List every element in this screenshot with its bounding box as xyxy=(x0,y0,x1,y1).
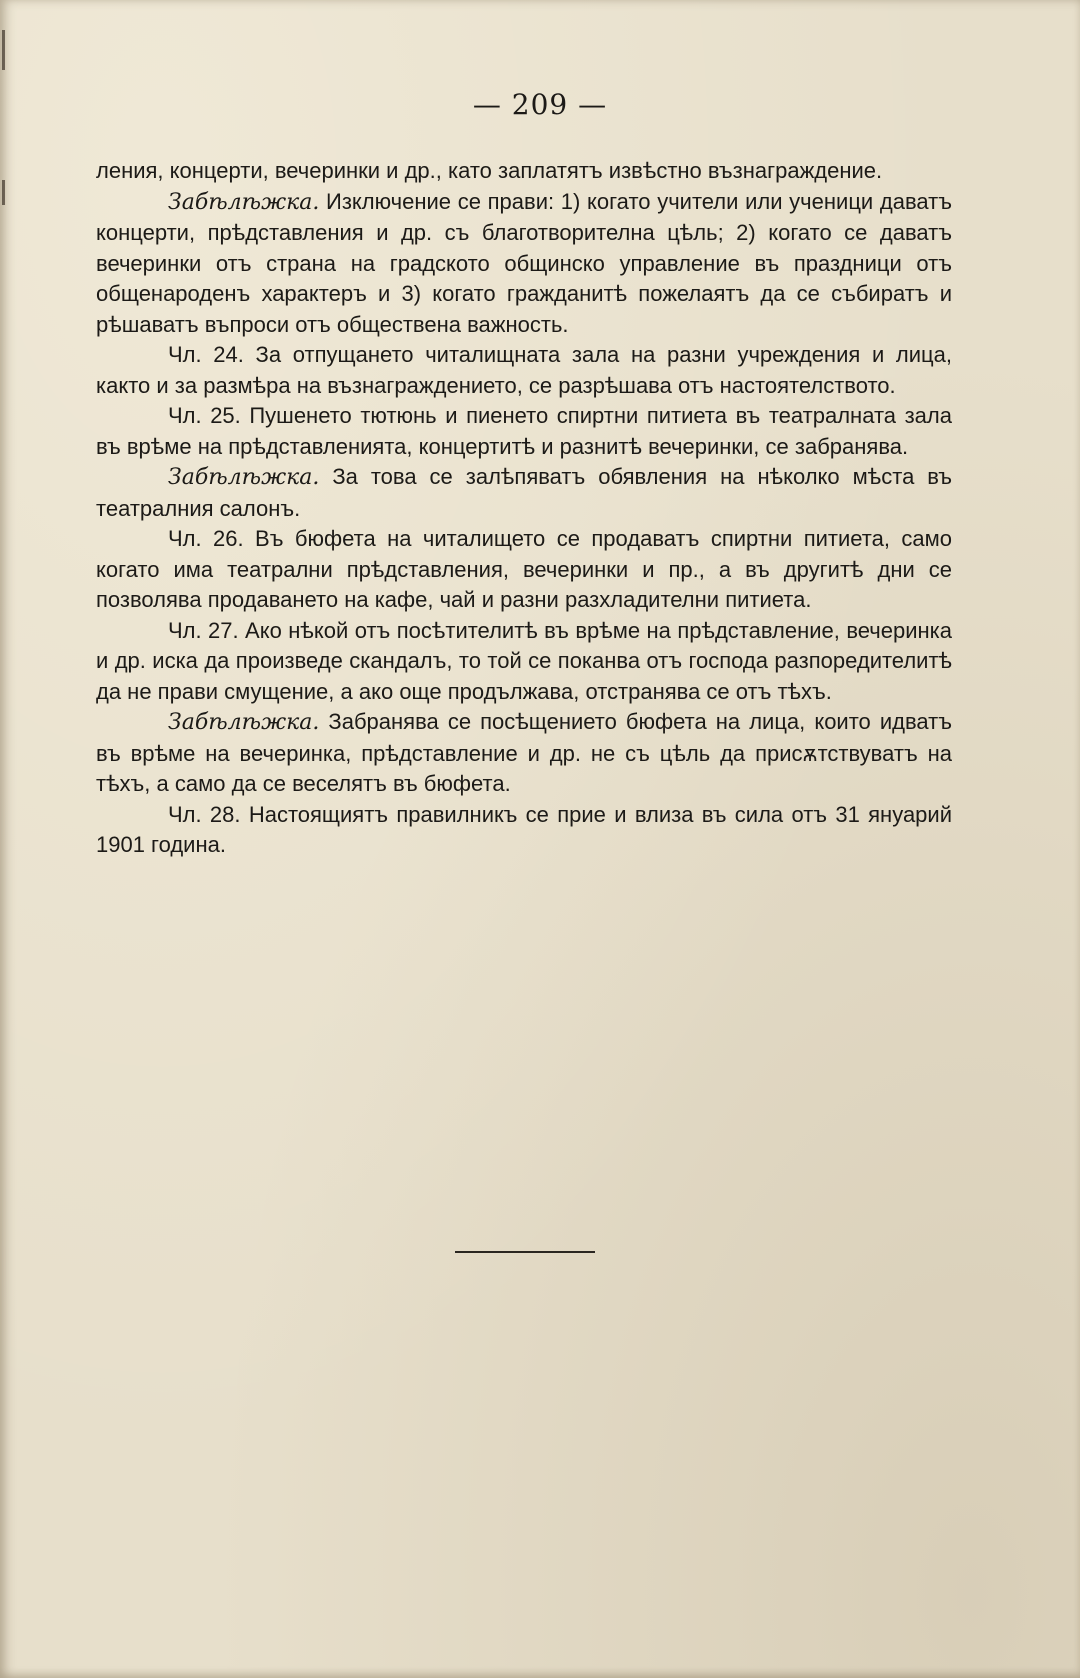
paragraph-text: За това се залѣпяватъ обявления на нѣколко мѣста въ театралния салонъ. xyxy=(96,464,952,521)
paragraph-text: Изключение се прави: 1) когато учители или ученици даватъ концерти, прѣдставления и др. съ благотворителна цѣль; 2) когато се даватъ вечеринки отъ страна на градското общинско управление въ праздници отъ общенароденъ характеръ и 3) когато гражданитѣ пожелаятъ да се събиратъ и рѣшаватъ въпроси отъ обществена важность. xyxy=(96,188,952,337)
paragraph-text: Чл. 25. Пушенето тютюнь и пиенето спиртни питиета въ театралната зала въ врѣме на прѣдставленията, концертитѣ и разнитѣ вечеринки, се забранява. xyxy=(96,403,952,459)
note-label: Забѣлѣжка. xyxy=(168,710,320,735)
paragraph-text: Чл. 27. Ако нѣкой отъ посѣтителитѣ въ врѣме на прѣдставление, вечеринка и др. иска да произведе скандалъ, то той се поканва отъ господа разпоредителитѣ да не прави смущение, а ако още продължава, отстранява се отъ тѣхъ. xyxy=(96,617,952,704)
paragraph-text: Чл. 24. За отпущането читалищната зала на разни учреждения и лица, както и за размѣра на възнаграждението, се разрѣшава отъ настоятелството. xyxy=(96,342,952,398)
article-27 xyxy=(96,616,952,708)
binding-edge-mark xyxy=(2,30,5,70)
article-28 xyxy=(96,800,952,861)
paragraph-text: Чл. 26. Въ бюфета на читалището се продаватъ спиртни питиета, само когато има театрални прѣдставления, вечеринки и пр., а въ другитѣ дни се позволява продаването на кафе, чай и разни разхладителни питиета. xyxy=(96,526,952,612)
body-text xyxy=(96,156,952,861)
paragraph-text: Забранява се посѣщението бюфета на лица, които идватъ въ врѣме на вечеринка, прѣдставление и др. не съ цѣль да присѫтствуватъ на тѣхъ, а само да се веселятъ въ бюфета. xyxy=(96,709,952,796)
paragraph-text: Чл. 28. Настоящиятъ правилникъ се прие и влиза въ сила отъ 31 януарий 1901 година. xyxy=(96,801,952,857)
article-25 xyxy=(96,401,952,462)
closing-rule xyxy=(455,1251,595,1253)
page-number: — 209 — xyxy=(472,88,608,121)
binding-edge-mark xyxy=(2,180,5,205)
paragraph xyxy=(96,156,952,187)
note-paragraph xyxy=(96,187,952,341)
note-label: Забѣлѣжка. xyxy=(168,189,320,215)
article-26 xyxy=(96,524,952,616)
article-24 xyxy=(96,340,952,401)
note-paragraph xyxy=(96,462,952,524)
paragraph-text: ления, концерти, вечеринки и др., като заплатятъ извѣстно възнаграждение. xyxy=(96,158,883,183)
note-label: Забѣлѣжка. xyxy=(168,465,320,490)
note-paragraph xyxy=(96,707,952,800)
